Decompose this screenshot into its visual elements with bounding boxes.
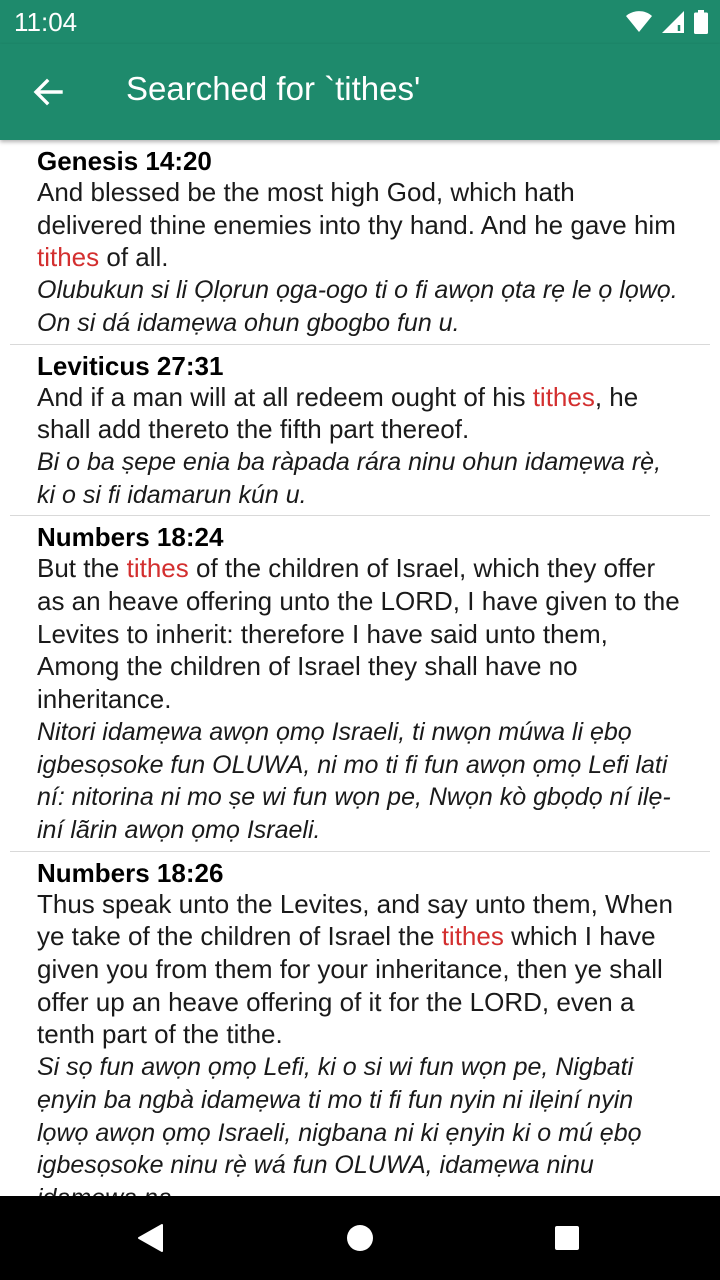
nav-recents-button[interactable]	[547, 1218, 587, 1258]
verse-text: And blessed be the most high God, which hath delivered thine enemies into thy hand. And he gave him	[37, 177, 676, 240]
verse-text: Thus speak unto the Levites, and say unto them, When ye take of the children of Israel the	[37, 888, 673, 952]
verse-text-english	[37, 552, 683, 716]
status-icons	[626, 9, 708, 35]
search-match: tithes	[532, 381, 595, 412]
system-nav-bar	[0, 1196, 720, 1280]
wifi-icon	[626, 11, 652, 33]
app-bar	[0, 44, 720, 140]
battery-icon	[694, 10, 708, 34]
verse-reference: Numbers 18:24	[37, 522, 224, 553]
verse-text: which I have given you from them for your inheritance, then ye shall offer up an heave offering of it for the LORD, even a tenth part of the tithe.	[37, 921, 663, 1050]
verse-text-english	[37, 176, 683, 274]
verse-text-yoruba: Bi o ba ṣepe enia ba ràpada rára ninu ohun idamẹwa rẹ̀, ki o si fi idamarun kún u.	[37, 447, 662, 509]
search-match: tithes	[37, 242, 100, 273]
search-results-list[interactable]	[10, 140, 710, 1196]
signal-icon	[662, 11, 684, 33]
nav-back-button[interactable]	[130, 1218, 170, 1258]
verse-text: And if a man will at all redeem ought of his	[37, 381, 533, 412]
nav-home-button[interactable]	[340, 1218, 380, 1258]
verse-text-english	[37, 888, 683, 1052]
verse-text: But the	[37, 553, 127, 584]
result-item[interactable]	[10, 140, 710, 345]
result-item[interactable]	[10, 852, 710, 1220]
verse-text-yoruba: Nitori idamẹwa awọn ọmọ Israeli, ti nwọn múwa li ẹbọ igbesọsoke fun OLUWA, ni mo ti fi fun awọn ọmọ Lefi lati ní: nitorina ni mo ṣe wi fun wọn pe, Nwọn kò gbọdọ ní ilẹ-iní lãrin awọn ọmọ Israeli.	[37, 717, 671, 844]
verse-text-yoruba: Olubukun si li Ọlọrun ọga-ogo ti o fi awọn ọta rẹ le ọ lọwọ. On si dá idamẹwa ohun gbogbo fun u.	[37, 276, 678, 337]
result-item[interactable]	[10, 345, 710, 517]
verse-text: , he shall add thereto the fifth part thereof.	[37, 381, 639, 445]
back-triangle-icon	[136, 1223, 164, 1253]
verse-reference: Leviticus 27:31	[37, 350, 224, 381]
recents-square-icon	[554, 1225, 580, 1251]
verse-text: of all.	[99, 242, 169, 273]
home-circle-icon	[346, 1224, 374, 1252]
verse-text-yoruba: Si sọ fun awọn ọmọ Lefi, ki o si wi fun wọn pe, Nigbati ẹnyin ba ngbà idamẹwa ti mo ti fi fun nyin ni ilẹiní nyin lọwọ awọn ọmọ Israeli, nigbana ni ki ẹnyin ki o mú ẹbọ igbesọsoke ninu rẹ̀ wá fun OLUWA, idamẹwa ninu	[37, 1053, 642, 1180]
verse-text: of the children of Israel, which they offer as an heave offering unto the LORD, I have given to the Levites to inherit: therefore I have said unto them, Among the children of Israel they shall have no inheritance.	[37, 553, 680, 715]
verse-reference: Genesis 14:20	[37, 146, 212, 176]
result-item[interactable]	[10, 516, 710, 851]
verse-text-english	[37, 381, 683, 446]
search-match: tithes	[126, 553, 189, 584]
page-title: Searched for `tithes'	[126, 70, 421, 107]
verse-reference: Numbers 18:26	[37, 857, 224, 888]
arrow-left-icon	[33, 79, 63, 105]
status-bar	[0, 0, 720, 44]
search-match: tithes	[441, 921, 504, 952]
status-time: 11:04	[14, 7, 78, 37]
back-button[interactable]	[22, 68, 74, 116]
